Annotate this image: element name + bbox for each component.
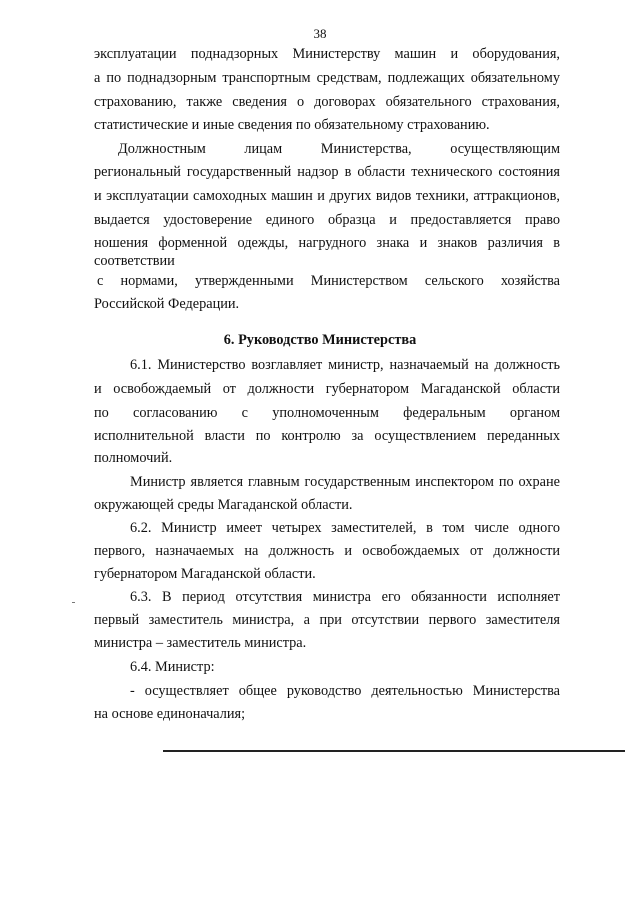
text-line: первый заместитель министра, а при отсутствии первого заместителя (94, 612, 560, 628)
text-line: страхованию, также сведения о договорах обязательного страхования, (94, 94, 560, 110)
text-line: исполнительной власти по контролю за осуществлением переданных (94, 428, 560, 444)
text-line: региональный государственный надзор в области технического состояния (94, 164, 560, 180)
text-line: и эксплуатации самоходных машин и других видов техники, аттракционов, (94, 188, 560, 204)
text-line: ношения форменной одежды, нагрудного знака и знаков различия в (94, 235, 560, 251)
text-line: с нормами, утвержденными Министерством сельского хозяйства (97, 273, 560, 289)
horizontal-rule (163, 750, 625, 752)
text-line: по согласованию с уполномоченным федеральным органом (94, 405, 560, 421)
text-line: статистические и иные сведения по обязательному страхованию. (94, 117, 490, 133)
scan-mark (72, 602, 75, 603)
text-line: 6.2. Министр имеет четырех заместителей, в том числе одного (130, 520, 560, 536)
text-line: а по поднадзорным транспортным средствам, подлежащих обязательному (94, 70, 560, 86)
page-number: 38 (313, 26, 327, 41)
text-line: 6.3. В период отсутствия министра его обязанности исполняет (130, 589, 560, 605)
text-line: первого, назначаемых на должность и освобождаемых от должности (94, 543, 560, 559)
text-line: полномочий. (94, 450, 173, 466)
text-line: министра – заместитель министра. (94, 635, 307, 651)
text-line: губернатором Магаданской области. (94, 566, 316, 582)
section-heading: 6. Руководство Министерства (223, 332, 417, 348)
text-line: - осуществляет общее руководство деятельностью Министерства (130, 683, 560, 699)
text-line: Российской Федерации. (94, 296, 240, 312)
text-line: Должностным лицам Министерства, осуществляющим (118, 141, 560, 157)
text-line: эксплуатации поднадзорных Министерству машин и оборудования, (94, 46, 560, 62)
text-line: соответствии (94, 253, 175, 269)
text-line: выдается удостоверение единого образца и предоставляется право (94, 212, 560, 228)
text-line: Министр является главным государственным инспектором по охране (130, 474, 560, 490)
text-line: окружающей среды Магаданской области. (94, 497, 353, 513)
text-line: и освобождаемый от должности губернатором Магаданской области (94, 381, 560, 397)
text-line: 6.1. Министерство возглавляет министр, назначаемый на должность (130, 357, 560, 373)
text-line: на основе единоначалия; (94, 706, 246, 722)
text-line: 6.4. Министр: (130, 659, 215, 675)
